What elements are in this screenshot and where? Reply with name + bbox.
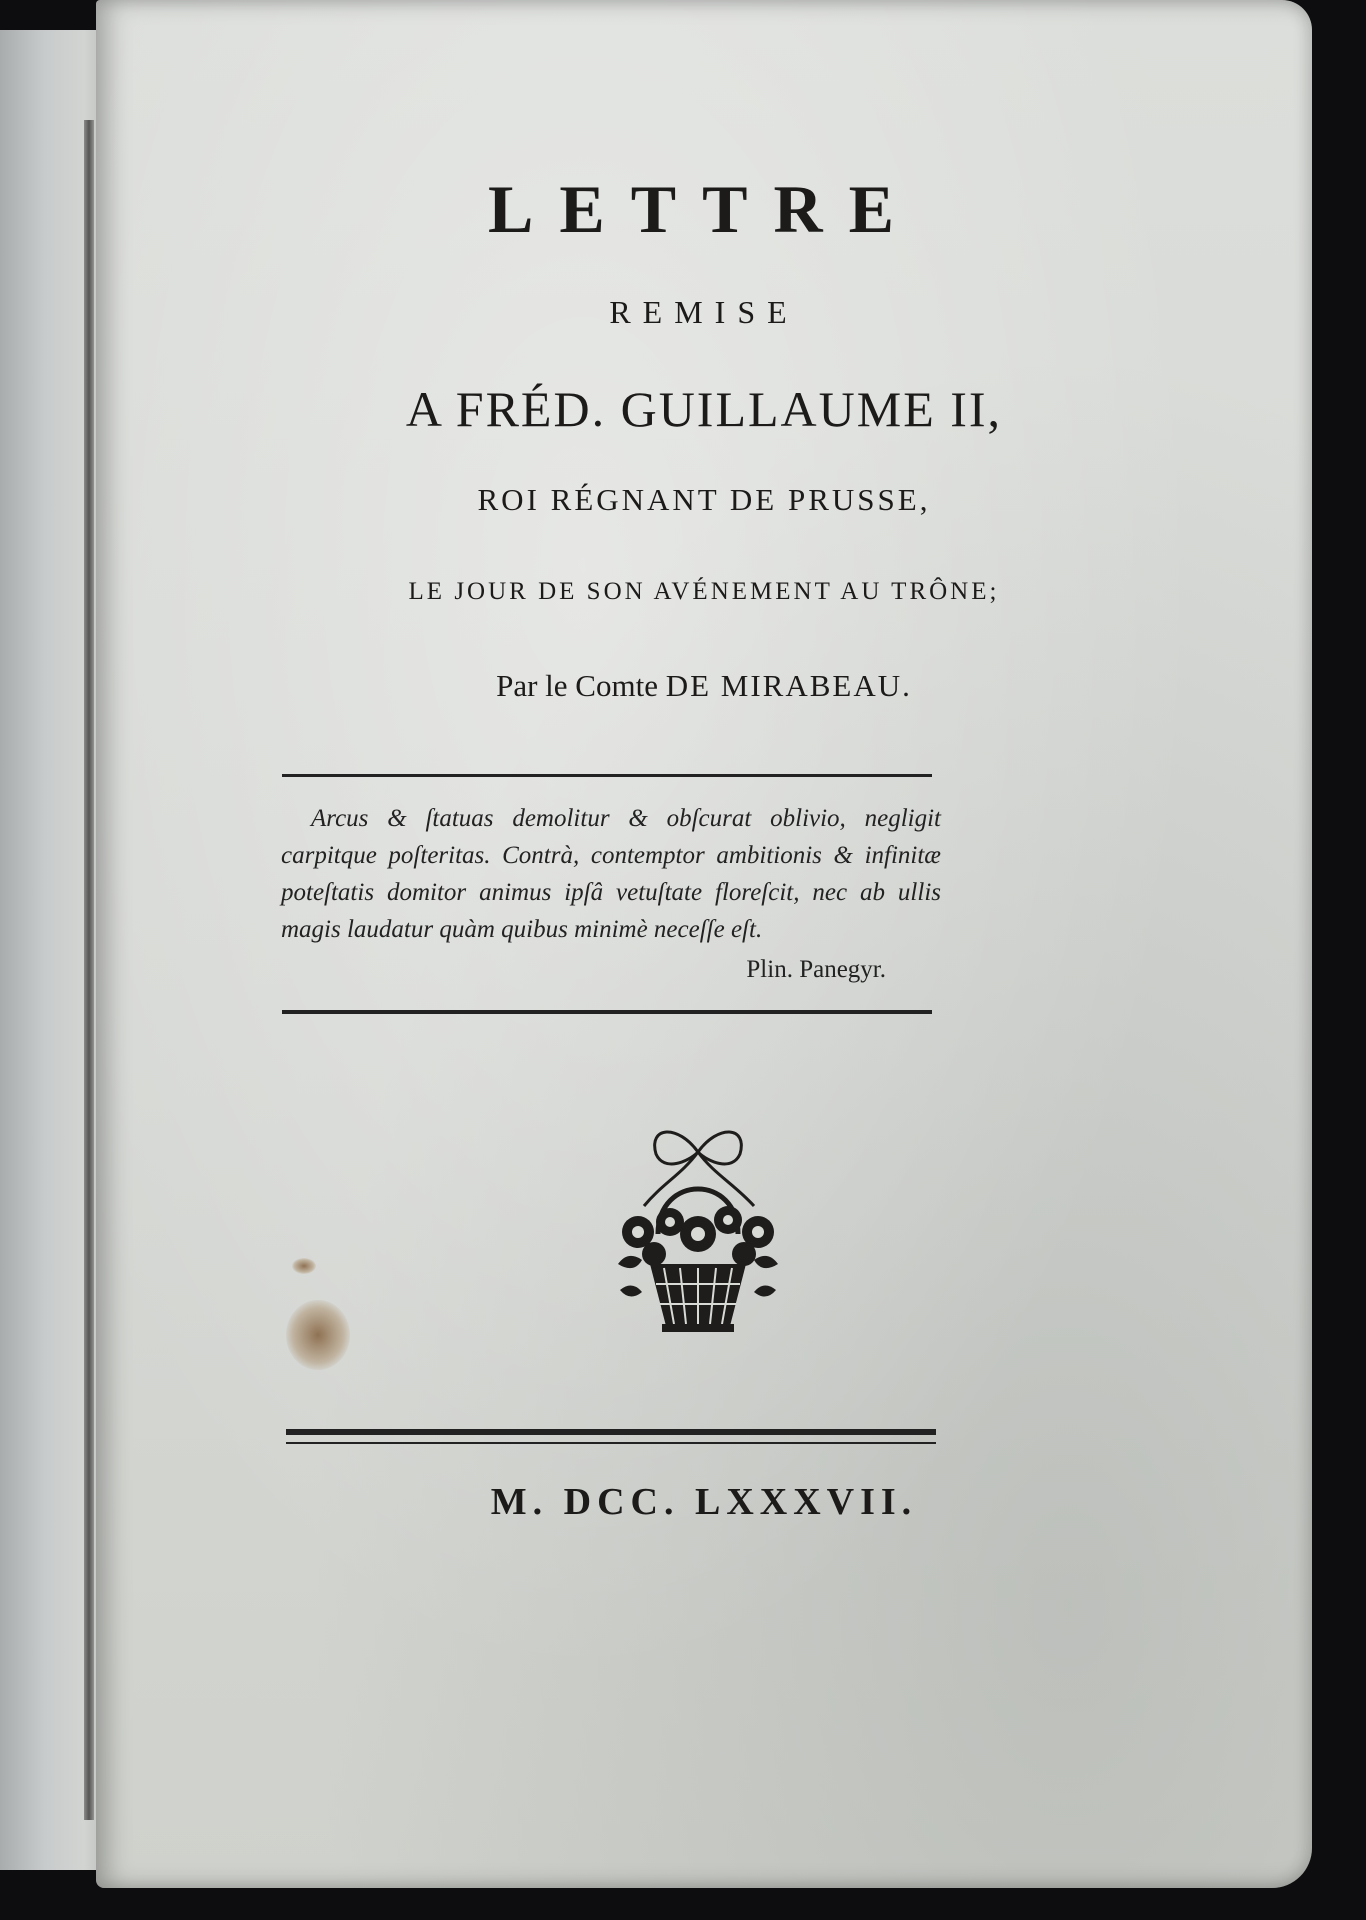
main-title: LETTRE — [488, 171, 920, 247]
top-rule — [282, 774, 932, 777]
binding-spine — [84, 120, 94, 1820]
publication-date: M. DCC. LXXXVII. — [490, 1481, 918, 1523]
foxing-stain — [286, 1300, 350, 1370]
flower-basket-ornament-icon — [598, 1114, 798, 1336]
middle-rule — [282, 1010, 932, 1014]
title-page — [96, 0, 1312, 1888]
author-line — [96, 668, 1312, 704]
author-prefix: Par le Comte — [496, 668, 658, 703]
epigraph-source: Plin. Panegyr. — [746, 956, 886, 983]
bottom-rule-thin — [286, 1442, 936, 1444]
foxing-stain-small — [292, 1258, 316, 1274]
epigraph: Arcus & ſtatuas demolitur & obſcurat oblivio, negligit carpitque poſteritas. Contrà, contemptor ambitionis & infinitæ poteſtatis domitor animus ipſâ vetuſtate floreſcit, nec ab ullis magis laudatur quàm quibus minimè neceſſe eſt. — [281, 805, 941, 943]
occasion-line: LE JOUR DE SON AVÉNEMENT AU TRÔNE; — [408, 578, 1000, 605]
bottom-rule-thick — [286, 1429, 936, 1435]
author-name: DE MIRABEAU. — [665, 668, 912, 703]
subtitle: REMISE — [609, 294, 799, 330]
recipient-line: A FRÉD. GUILLAUME II, — [405, 381, 1003, 437]
reign-line: ROI RÉGNANT DE PRUSSE, — [477, 482, 931, 517]
